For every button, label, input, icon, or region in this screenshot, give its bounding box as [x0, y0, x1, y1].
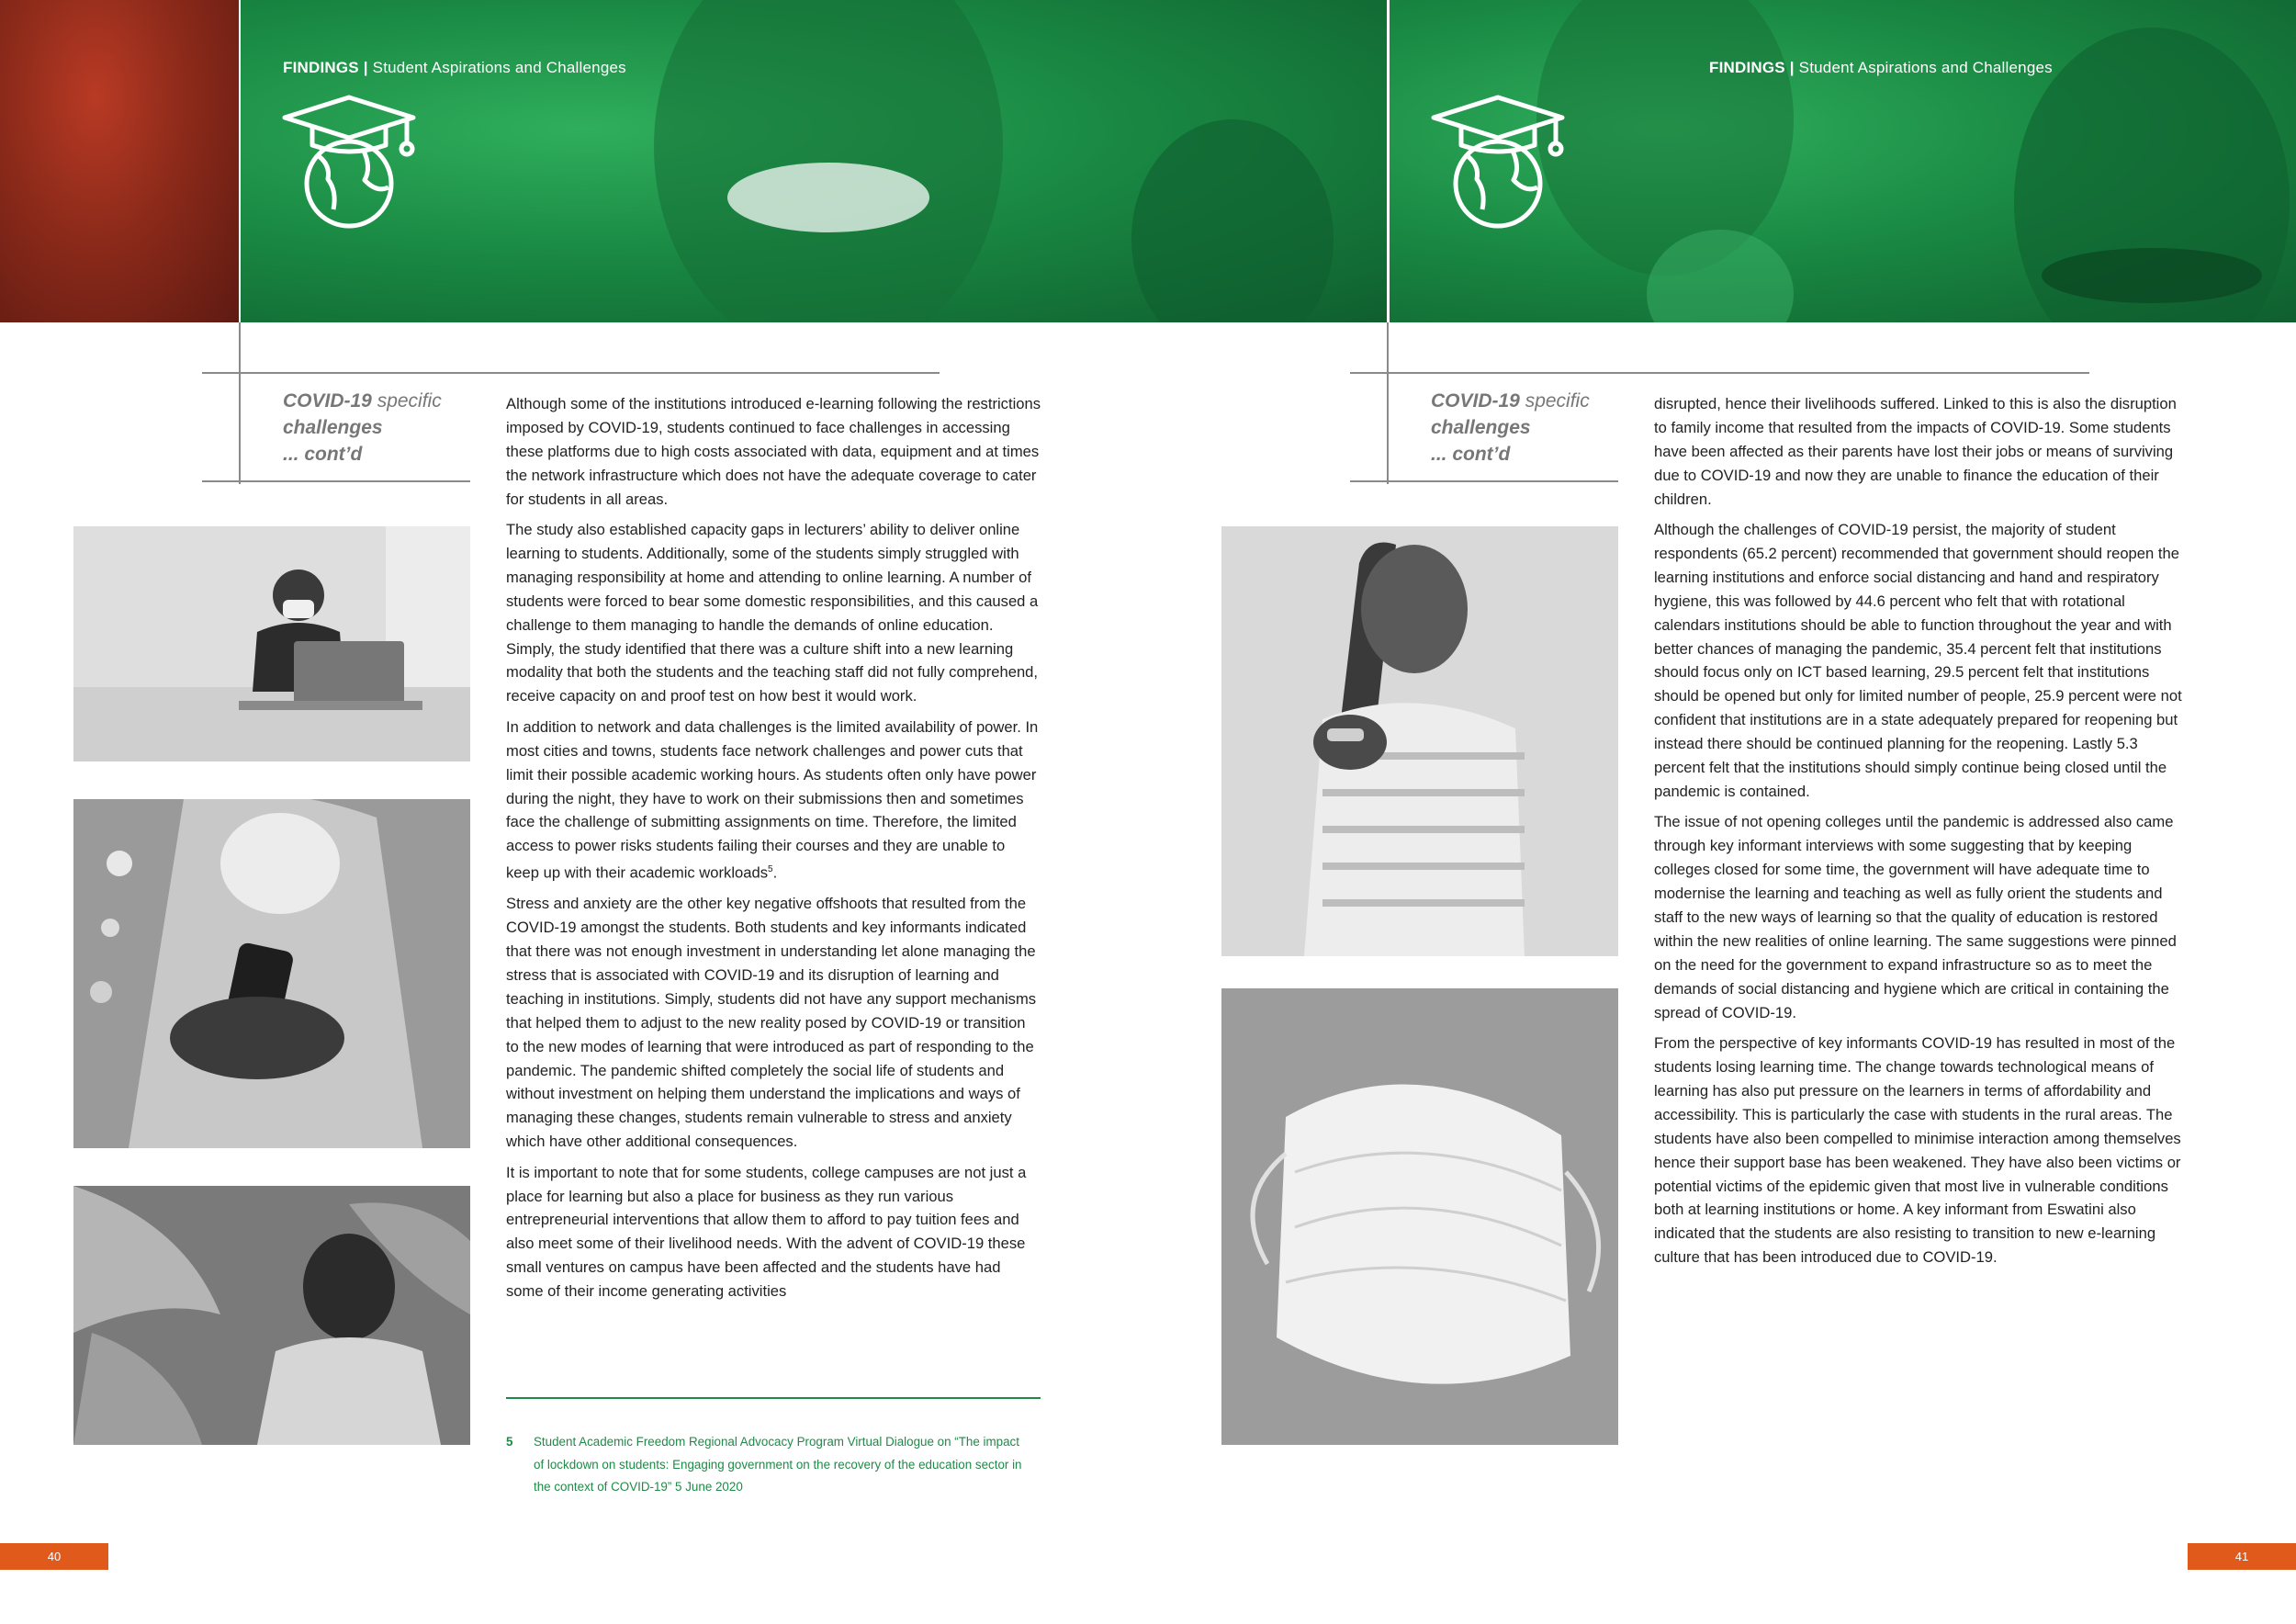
paragraph: disrupted, hence their livelihoods suffered. Linked to this is also the disruption to family income that resulted from the impacts of COVID-19. Some students have been affected as their parents have lost their jobs or means of surviving due to COVID-19 and now they are unable to finance the education of their children.: [1654, 395, 2177, 508]
header-separator: |: [363, 59, 368, 76]
header-subtitle: Student Aspirations and Challenges: [1798, 59, 2053, 76]
paragraph: Although the challenges of COVID-19 persist, the majority of student respondents (65.2 percent) recommended that government should reopen the learning institutions and enforce social distancing and hand and respiratory hygiene, this was followed by 44.6 percent who felt that with rotational calendars institutions should be able to function throughout the year and with better chances of managing the pandemic, 35.4 percent felt that institutions should focus only on ICT based learning, 29.5 percent felt that institutions should be opened but only for limited number of people, 25.9 percent were not confident that institutions are in a state adequately prepared for reopening but instead there should be continued planning for the reopening. Lastly 5.3 percent felt that the institutions should simply continue being closed until the pandemic is contained.: [1654, 521, 2182, 800]
title-frame-line: [239, 322, 241, 484]
paragraph-text: In addition to network and data challenges is the limited availability of power. In most cities and towns, students face network challenges and power cuts that limit their possible academic working hours. As students often only have power during the night, they have to work on their submissions then and sometimes face the challenge of submitting assignments on time. Therefore, the limited access to power risks students failing their courses and they are unable to keep up with their academic workloads: [506, 717, 1039, 882]
photo-student-phone: [73, 799, 470, 1148]
section-title: [1431, 388, 1590, 468]
paragraph: From the perspective of key informants COVID-19 has resulted in most of the students losing learning time. The change towards technological means of learning has also put pressure on the learners in terms of affordability and accessibility. This is particularly the case with students in the rural areas. The students have also been compelled to minimise interaction among themselves hence their support base has been weakened. They have also been victims or potential victims of the epidemic given that most live in vulnerable conditions both at learning institutions or home. A key informant from Eswatini also indicated that the students are also resisting to transition to new e-learning culture that has been introduced due to COVID-19.: [1654, 1034, 2181, 1267]
body-column-right: [1654, 392, 2189, 1277]
header-divider: [239, 0, 241, 322]
title-frame-line: [1350, 372, 2089, 374]
paragraph-end: .: [772, 863, 778, 882]
header-subtitle: Student Aspirations and Challenges: [372, 59, 626, 76]
section-title-line: COVID-19: [1431, 390, 1520, 412]
page-number-right: 41: [2188, 1543, 2296, 1570]
body-column-left: [506, 392, 1041, 1311]
section-title-line: specific: [371, 390, 442, 412]
header-separator: |: [1789, 59, 1795, 76]
photo-student-laptop: [73, 526, 470, 761]
photo-face-mask: [1221, 988, 1618, 1445]
title-frame-line: [202, 372, 940, 374]
section-title-line: specific: [1519, 390, 1590, 412]
paragraph: The issue of not opening colleges until the pandemic is addressed also came through key informant interviews with some suggesting that by keeping colleges closed for some time, the government will have adequate time to modernise the learning and teaching as well as fully orient the students and staff to the new ways of learning so that the quality of education is restored within the new realities of online learning. The same suggestions were pinned on the need for the government to expand infrastructure so as to meet the demands of social distancing and hygiene which are critical in containing the spread of COVID-19.: [1654, 813, 2177, 1021]
footnote: [506, 1431, 1041, 1499]
section-title-line: challenges: [1431, 417, 1531, 438]
header-title-right: [1709, 59, 2053, 77]
header-divider: [1387, 0, 1389, 322]
title-frame-line: [202, 480, 470, 482]
header-title-left: [283, 59, 626, 77]
section-title-line: ... cont’d: [283, 444, 363, 465]
header-photo-left-edge: [0, 0, 239, 322]
section-title-line: challenges: [283, 417, 383, 438]
header-section: FINDINGS: [1709, 59, 1785, 76]
paragraph: The study also established capacity gaps in lecturers’ ability to deliver online learning to students. Additionally, some of the students simply struggled with managing responsibility at home and attending to online learning. A number of students were forced to bear some domestic responsibilities, and this caused a challenge to them managing to handle the demands of online education. Simply, the study identified that there was a culture shift into a new learning modality that both the students and the teaching staff did not fully comprehend, receive capacity on and proof test on how best it would work.: [506, 521, 1039, 705]
section-title: [283, 388, 442, 468]
title-frame-line: [1387, 322, 1389, 484]
graduation-globe-icon: [280, 92, 418, 230]
paragraph: [506, 716, 1041, 885]
footnote-divider: [506, 1397, 1041, 1399]
section-title-line: ... cont’d: [1431, 444, 1511, 465]
section-title-line: COVID-19: [283, 390, 372, 412]
paragraph: It is important to note that for some students, college campuses are not just a place for learning but also a place for business as they run various entrepreneurial interventions that allow them to afford to pay tuition fees and also meet some of their livelihood needs. With the advent of COVID-19 these small ventures on campus have been affected and the students have had some of their income generating activities: [506, 1163, 1027, 1301]
footnote-text: Student Academic Freedom Regional Advocacy Program Virtual Dialogue on “The impact of lockdown on students: Engaging government on the recovery of the education sector in the context of COVID-19” 5 June 2020: [534, 1435, 1022, 1494]
photo-stressed-student: [73, 1186, 470, 1445]
page-number-left: 40: [0, 1543, 108, 1570]
title-frame-line: [1350, 480, 1618, 482]
paragraph: Although some of the institutions introduced e-learning following the restrictions imposed by COVID-19, students continued to face challenges in accessing these platforms due to high costs associated with data, equipment and at times the network infrastructure which does not have the adequate coverage to cater for students in all areas.: [506, 395, 1041, 508]
header-section: FINDINGS: [283, 59, 359, 76]
graduation-globe-icon: [1429, 92, 1567, 230]
footnote-number: 5: [506, 1435, 513, 1449]
footnote-reference[interactable]: 5: [768, 864, 773, 875]
photo-vaccinated-student: [1221, 526, 1618, 956]
paragraph: Stress and anxiety are the other key negative offshoots that resulted from the COVID-19 amongst the students. Both students and key informants indicated that there was not enough investment in understanding let alone managing the stress that is associated with COVID-19 and its disruption of learning and teaching in institutions. Simply, students did not have any support mechanisms that helped them to adjust to the new reality posed by COVID-19 or transition to the new modes of learning that were introduced as part of responding to the pandemic. The pandemic shifted completely the social life of students and without investment on helping them understand the implications and ways of managing these changes, students remain vulnerable to stress and anxiety which have other additional consequences.: [506, 895, 1037, 1151]
